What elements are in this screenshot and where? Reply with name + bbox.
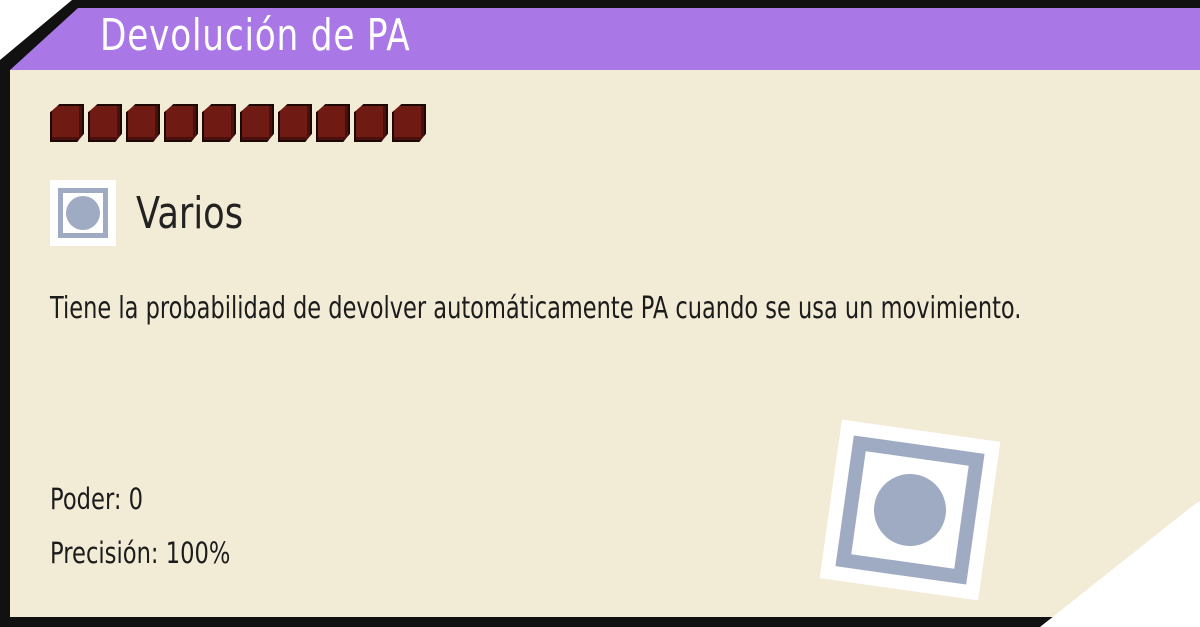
move-power: Poder: 0	[50, 482, 144, 516]
pp-pip-icon	[164, 104, 198, 142]
pp-pip-icon	[278, 104, 312, 142]
status-category-large-icon	[820, 420, 1001, 601]
move-name: Devolución de PA	[100, 10, 411, 61]
pp-pip-icon	[354, 104, 388, 142]
pp-pip-icon	[316, 104, 350, 142]
pp-pip-icon	[392, 104, 426, 142]
pp-pip-icon	[50, 104, 84, 142]
pp-pips	[50, 104, 426, 146]
pp-pip-icon	[240, 104, 274, 142]
pp-pip-icon	[202, 104, 236, 142]
pp-pip-icon	[126, 104, 160, 142]
status-category-icon	[50, 180, 116, 246]
pp-pip-icon	[88, 104, 122, 142]
move-accuracy: Precisión: 100%	[50, 536, 231, 570]
move-category: Varios	[136, 188, 244, 239]
move-description: Tiene la probabilidad de devolver automáticamente PA cuando se usa un movimiento.	[50, 291, 1022, 326]
